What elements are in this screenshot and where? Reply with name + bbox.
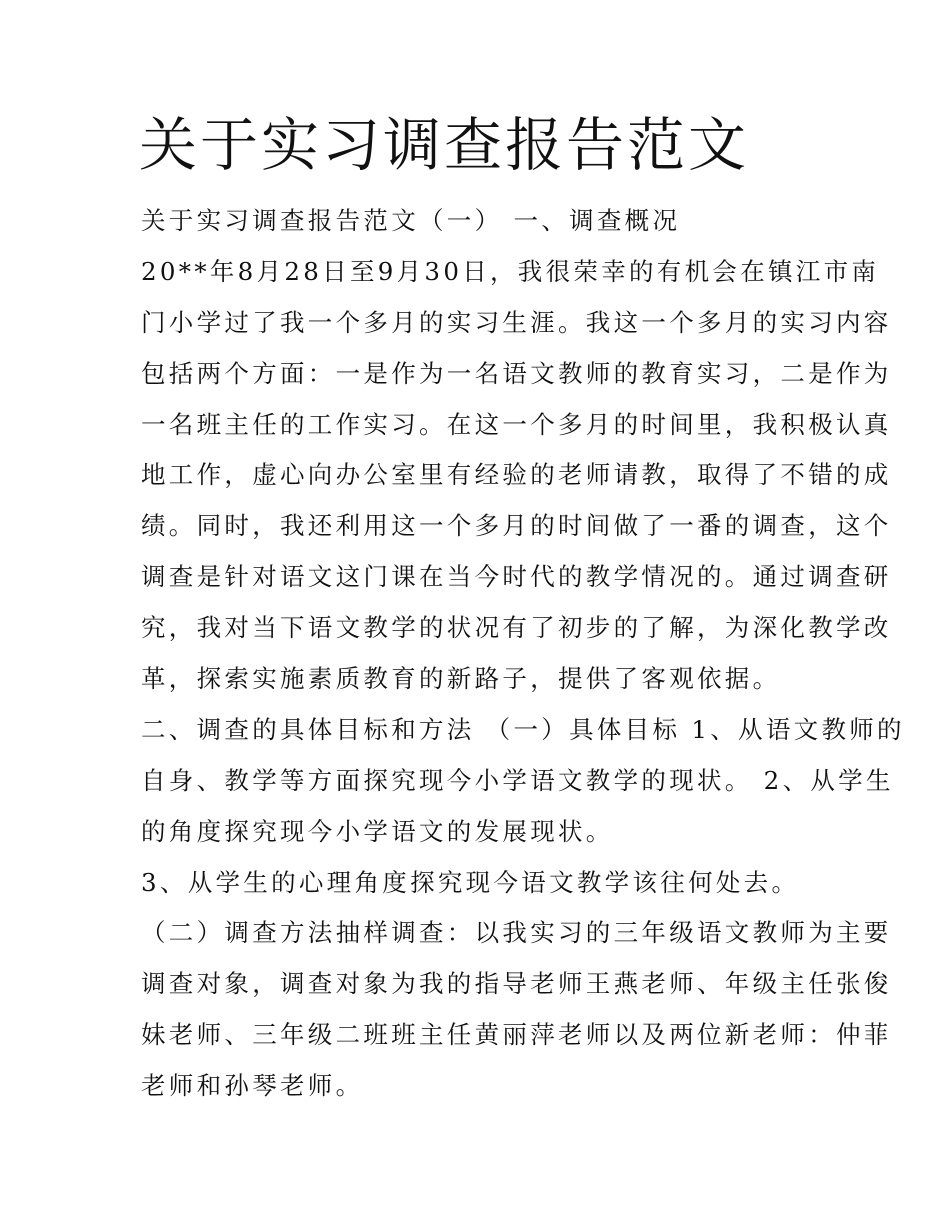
text-line: 一名班主任的工作实习。在这一个多月的时间里，我积极认真 — [141, 409, 892, 439]
text-line: 自身、教学等方面探究现今小学语文教学的现状。 2、从学生 — [141, 765, 894, 795]
text-line: 调查是针对语文这门课在当今时代的教学情况的。通过调查研 — [141, 562, 892, 592]
text-line: 究，我对当下语文教学的状况有了初步的了解，为深化教学改 — [141, 613, 892, 643]
document-body — [141, 196, 905, 1112]
text-line: 妹老师、三年级二班班主任黄丽萍老师以及两位新老师：仲菲 — [141, 1020, 892, 1050]
text-line: 20**年8月28日至9月30日，我很荣幸的有机会在镇江市南 — [141, 256, 880, 286]
text-line: 的角度探究现今小学语文的发展现状。 — [141, 816, 614, 846]
text-line: 绩。同时，我还利用这一个多月的时间做了一番的调查，这个 — [141, 511, 892, 541]
text-line: 门小学过了我一个多月的实习生涯。我这一个多月的实习内容 — [141, 307, 892, 337]
text-line: 调查对象，调查对象为我的指导老师王燕老师、年级主任张俊 — [141, 969, 892, 999]
text-line: 革，探索实施素质教育的新路子，提供了客观依据。 — [141, 664, 781, 694]
text-line: 3、从学生的心理角度探究现今语文教学该往何处去。 — [141, 867, 800, 897]
document-title: 关于实习调查报告范文 — [139, 111, 750, 179]
text-line: 地工作，虚心向办公室里有经验的老师请教，取得了不错的成 — [141, 460, 892, 490]
text-line: 二、调查的具体目标和方法 （一）具体目标 1、从语文教师的 — [141, 714, 905, 744]
text-line: 包括两个方面：一是作为一名语文教师的教育实习，二是作为 — [141, 358, 892, 388]
text-line: 老师和孙琴老师。 — [141, 1071, 364, 1101]
text-line: 关于实习调查报告范文（一） 一、调查概况 — [141, 206, 681, 235]
text-line: （二）调查方法抽样调查：以我实习的三年级语文教师为主要 — [141, 918, 892, 948]
